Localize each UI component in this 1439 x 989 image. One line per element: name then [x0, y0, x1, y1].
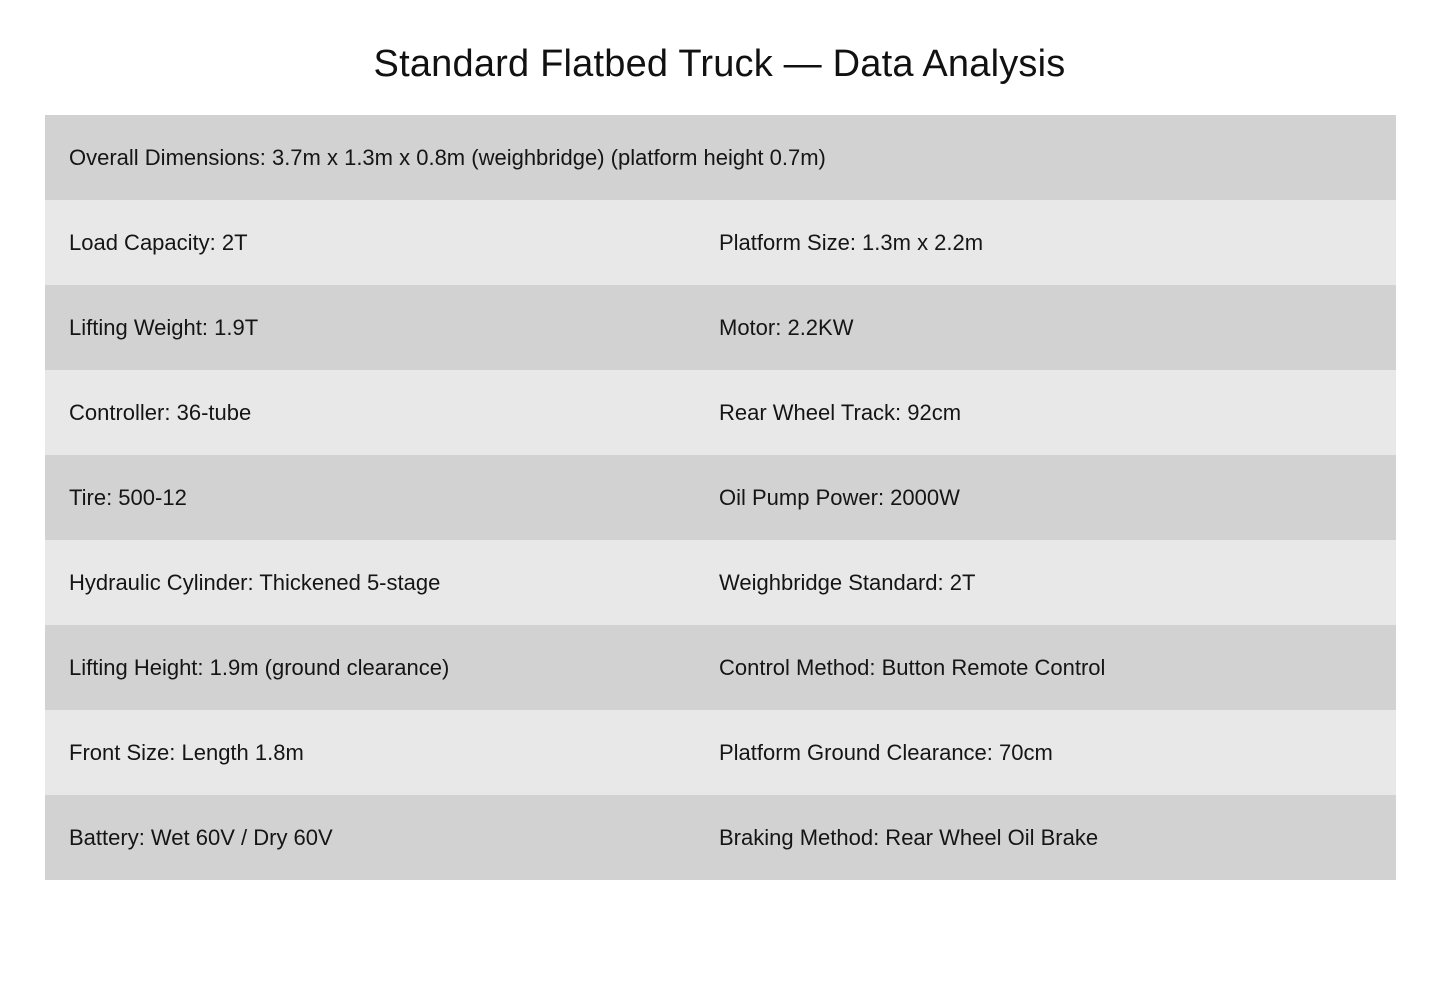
spec-row — [45, 625, 1396, 710]
spec-load-capacity: Load Capacity: 2T — [69, 229, 248, 255]
spec-tire: Tire: 500-12 — [69, 484, 187, 510]
spec-front-size: Front Size: Length 1.8m — [69, 739, 304, 765]
spec-platform-size: Platform Size: 1.3m x 2.2m — [719, 229, 984, 255]
spec-braking-method: Braking Method: Rear Wheel Oil Brake — [719, 824, 1099, 850]
spec-row — [45, 370, 1396, 455]
spec-weighbridge-standard: Weighbridge Standard: 2T — [719, 569, 976, 595]
spec-rear-wheel-track: Rear Wheel Track: 92cm — [719, 399, 962, 425]
spec-lifting-weight: Lifting Weight: 1.9T — [69, 314, 259, 340]
spec-platform-ground-clearance: Platform Ground Clearance: 70cm — [719, 739, 1053, 765]
spec-lifting-height: Lifting Height: 1.9m (ground clearance) — [69, 654, 450, 680]
spec-hydraulic-cylinder: Hydraulic Cylinder: Thickened 5-stage — [69, 569, 441, 595]
spec-row-overall-dimensions — [45, 115, 1396, 200]
spec-motor: Motor: 2.2KW — [719, 314, 854, 340]
spec-table — [45, 115, 1396, 880]
spec-row — [45, 200, 1396, 285]
spec-control-method: Control Method: Button Remote Control — [719, 654, 1106, 680]
spec-row — [45, 710, 1396, 795]
spec-row — [45, 285, 1396, 370]
spec-row — [45, 455, 1396, 540]
spec-oil-pump-power: Oil Pump Power: 2000W — [719, 484, 960, 510]
spec-battery: Battery: Wet 60V / Dry 60V — [69, 824, 333, 850]
spec-overall-dimensions: Overall Dimensions: 3.7m x 1.3m x 0.8m (weighbridge) (platform height 0.7m) — [69, 144, 826, 170]
spec-row — [45, 795, 1396, 880]
spec-row — [45, 540, 1396, 625]
page-title: Standard Flatbed Truck — Data Analysis — [373, 43, 1066, 85]
spec-controller: Controller: 36-tube — [69, 399, 252, 425]
